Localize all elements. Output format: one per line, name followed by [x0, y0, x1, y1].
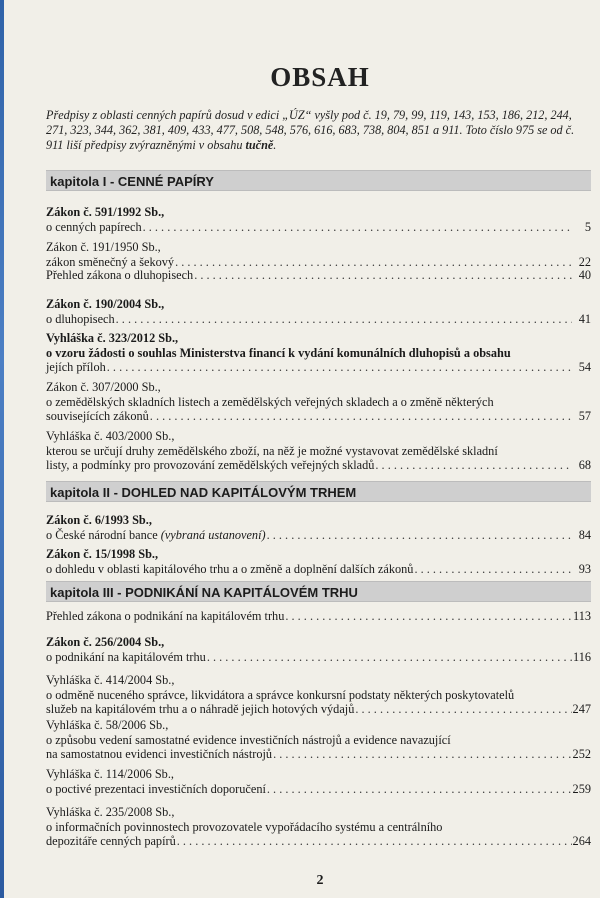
- toc-entry[interactable]: [46, 635, 591, 664]
- toc-entry[interactable]: [46, 331, 591, 375]
- entry-title: [46, 409, 149, 424]
- entry-citation: Zákon č. 15/1998 Sb.,: [46, 547, 159, 561]
- entry-title-line: o informačních povinnostech provozovatele vypořádacího systému a centrálního: [46, 819, 443, 834]
- toc-entry[interactable]: [46, 547, 591, 576]
- entry-citation: Vyhláška č. 403/2000 Sb.,: [46, 429, 175, 443]
- entry-page-number: 252: [572, 747, 591, 761]
- dot-leader: [414, 562, 572, 577]
- toc-entry[interactable]: [46, 513, 591, 542]
- entry-title-text: Přehled zákona o podnikání na kapitálovém trhu: [46, 609, 285, 623]
- dot-leader: [355, 702, 571, 717]
- entry-title-text: na samostatnou evidenci investičních nástrojů: [46, 747, 273, 761]
- entry-note: (vybraná ustanovení): [160, 527, 266, 542]
- dot-leader: [207, 650, 572, 665]
- page-title: OBSAH: [270, 62, 370, 92]
- entry-title: [46, 458, 374, 473]
- dot-leader: [116, 312, 572, 327]
- entry-citation: Vyhláška č. 235/2008 Sb.,: [46, 805, 175, 819]
- entry-title: [46, 782, 266, 797]
- entry-page-number: 93: [578, 561, 591, 576]
- dot-leader: [143, 220, 572, 235]
- entry-title-text: o cenných papírech: [46, 219, 142, 234]
- entry-last-line: [46, 650, 591, 665]
- toc-entry[interactable]: [46, 297, 591, 326]
- entry-page-number: 40: [578, 268, 591, 282]
- dot-leader: [107, 360, 572, 375]
- entry-title-text: o dluhopisech: [46, 311, 115, 326]
- entry-last-line: [46, 609, 591, 624]
- toc-entry[interactable]: [46, 609, 591, 624]
- entry-title-text: o dohledu v oblasti kapitálového trhu a o změně a doplnění dalších zákonů: [46, 561, 414, 576]
- entry-page-number: 84: [578, 527, 591, 542]
- page-edge-strip: [0, 0, 4, 898]
- entry-page-number: 247: [572, 702, 591, 716]
- toc-entry[interactable]: [46, 718, 591, 762]
- entry-title: [46, 650, 206, 665]
- intro-end: .: [273, 138, 277, 152]
- entry-title-text: o podnikání na kapitálovém trhu: [46, 649, 206, 664]
- entry-citation: Zákon č. 191/1950 Sb.,: [46, 240, 161, 254]
- entry-title: [46, 834, 176, 849]
- entry-last-line: [46, 255, 591, 270]
- dot-leader: [150, 409, 572, 424]
- entry-title: [46, 312, 115, 327]
- entry-last-line: [46, 702, 591, 717]
- entry-page-number: 259: [572, 781, 591, 796]
- entry-title: [46, 609, 284, 624]
- entry-title-line: o vzoru žádosti o souhlas Ministerstva financí k vydání komunálních dluhopisů a obsahu: [46, 345, 511, 360]
- dot-leader: [175, 255, 572, 270]
- entry-citation: Vyhláška č. 414/2004 Sb.,: [46, 673, 175, 687]
- entry-title-text: o poctivé prezentaci investičních doporučení: [46, 781, 266, 796]
- entry-page-number: 5: [584, 219, 591, 234]
- entry-title: [46, 562, 413, 577]
- intro-bold-word: tučně: [245, 138, 274, 152]
- entry-title-text: souvisejících zákonů: [46, 409, 149, 423]
- entry-last-line: [46, 409, 591, 424]
- toc-entry[interactable]: [46, 767, 591, 796]
- entry-title: [46, 747, 272, 762]
- dot-leader: [194, 268, 572, 283]
- entry-citation: Vyhláška č. 323/2012 Sb.,: [46, 331, 179, 345]
- entry-title: [46, 702, 354, 717]
- entry-citation: Zákon č. 6/1993 Sb.,: [46, 513, 152, 527]
- toc-entry[interactable]: [46, 673, 591, 717]
- entry-title-line: o způsobu vedení samostatné evidence investičních nástrojů a evidence navazující: [46, 732, 451, 747]
- chapter-heading: kapitola I - CENNÉ PAPÍRY: [46, 170, 591, 191]
- entry-page-number: 57: [578, 409, 591, 423]
- entry-title: [46, 220, 142, 235]
- entry-citation: Vyhláška č. 114/2006 Sb.,: [46, 767, 174, 781]
- toc-entry[interactable]: [46, 205, 591, 234]
- entry-title: [46, 528, 266, 543]
- entry-title-text: Přehled zákona o dluhopisech: [46, 268, 194, 282]
- entry-page-number: 68: [578, 458, 591, 472]
- entry-citation: Zákon č. 307/2000 Sb.,: [46, 380, 161, 394]
- entry-title-text: služeb na kapitálovém trhu a o náhradě jejich hotových výdajů: [46, 702, 355, 716]
- entry-page-number: 41: [578, 311, 591, 326]
- entry-last-line: [46, 562, 591, 577]
- entry-title-text: zákon směnečný a šekový: [46, 254, 175, 269]
- dot-leader: [285, 609, 572, 624]
- entry-title-text: listy, a podmínky pro provozování zemědělských veřejných skladů: [46, 458, 375, 472]
- entry-title: [46, 360, 106, 375]
- entry-title: [46, 268, 193, 283]
- toc-entry[interactable]: [46, 240, 591, 269]
- entry-title-text: jejích příloh: [46, 360, 106, 374]
- dot-leader: [267, 782, 572, 797]
- dot-leader: [273, 747, 571, 762]
- intro-note: [46, 108, 591, 153]
- chapter-heading: kapitola III - PODNIKÁNÍ NA KAPITÁLOVÉM TRHU: [46, 581, 591, 602]
- entry-citation: Zákon č. 190/2004 Sb.,: [46, 297, 165, 311]
- toc-entry[interactable]: [46, 805, 591, 849]
- entry-page-number: 22: [578, 254, 591, 269]
- entry-title-line: o odměně nuceného správce, likvidátora a správce konkursní podstaty některých poskytovatelů: [46, 687, 515, 702]
- entry-last-line: [46, 782, 591, 797]
- dot-leader: [267, 528, 572, 543]
- intro-text: Předpisy z oblasti cenných papírů dosud v edici „ÚZ“ vyšly pod č. 19, 79, 99, 119, 143, 153, 186, 212, 244, 271, 323, 344, 362, 381, 409, 433, 477, 508, 548, 576, 616, 683, 738, 804, 851 a 911. Toto číslo 975 se od č. 911 liší předpisy zvýrazněnými v obsahu: [46, 108, 575, 152]
- entry-title-text: depozitáře cenných papírů: [46, 834, 176, 848]
- entry-title-line: kterou se určují druhy zemědělského zboží, na něž je možné vystavovat zemědělské skladní: [46, 443, 498, 458]
- entry-page-number: 264: [572, 834, 591, 848]
- page-number: 2: [316, 873, 324, 888]
- entry-last-line: [46, 528, 591, 543]
- entry-title-text: o České národní bance: [46, 527, 158, 542]
- entry-last-line: [46, 312, 591, 327]
- entry-title-line: o zemědělských skladních listech a zemědělských veřejných skladech a o změně některých: [46, 394, 494, 409]
- entry-citation: Zákon č. 256/2004 Sb.,: [46, 635, 165, 649]
- entry-page-number: 54: [578, 360, 591, 374]
- entry-citation: Zákon č. 591/1992 Sb.,: [46, 205, 165, 219]
- entry-last-line: [46, 834, 591, 849]
- toc-entry[interactable]: [46, 429, 591, 473]
- toc-page: [46, 0, 594, 898]
- toc-entry[interactable]: [46, 268, 591, 283]
- dot-leader: [375, 458, 572, 473]
- entry-last-line: [46, 360, 591, 375]
- chapter-heading: kapitola II - DOHLED NAD KAPITÁLOVÝM TRHEM: [46, 481, 591, 502]
- entry-last-line: [46, 747, 591, 762]
- entry-page-number: 113: [573, 609, 591, 623]
- entry-last-line: [46, 268, 591, 283]
- entry-page-number: 116: [573, 649, 591, 664]
- entry-last-line: [46, 220, 591, 235]
- dot-leader: [177, 834, 572, 849]
- toc-entry[interactable]: [46, 380, 591, 424]
- entry-last-line: [46, 458, 591, 473]
- entry-title: [46, 255, 174, 270]
- entry-citation: Vyhláška č. 58/2006 Sb.,: [46, 718, 169, 732]
